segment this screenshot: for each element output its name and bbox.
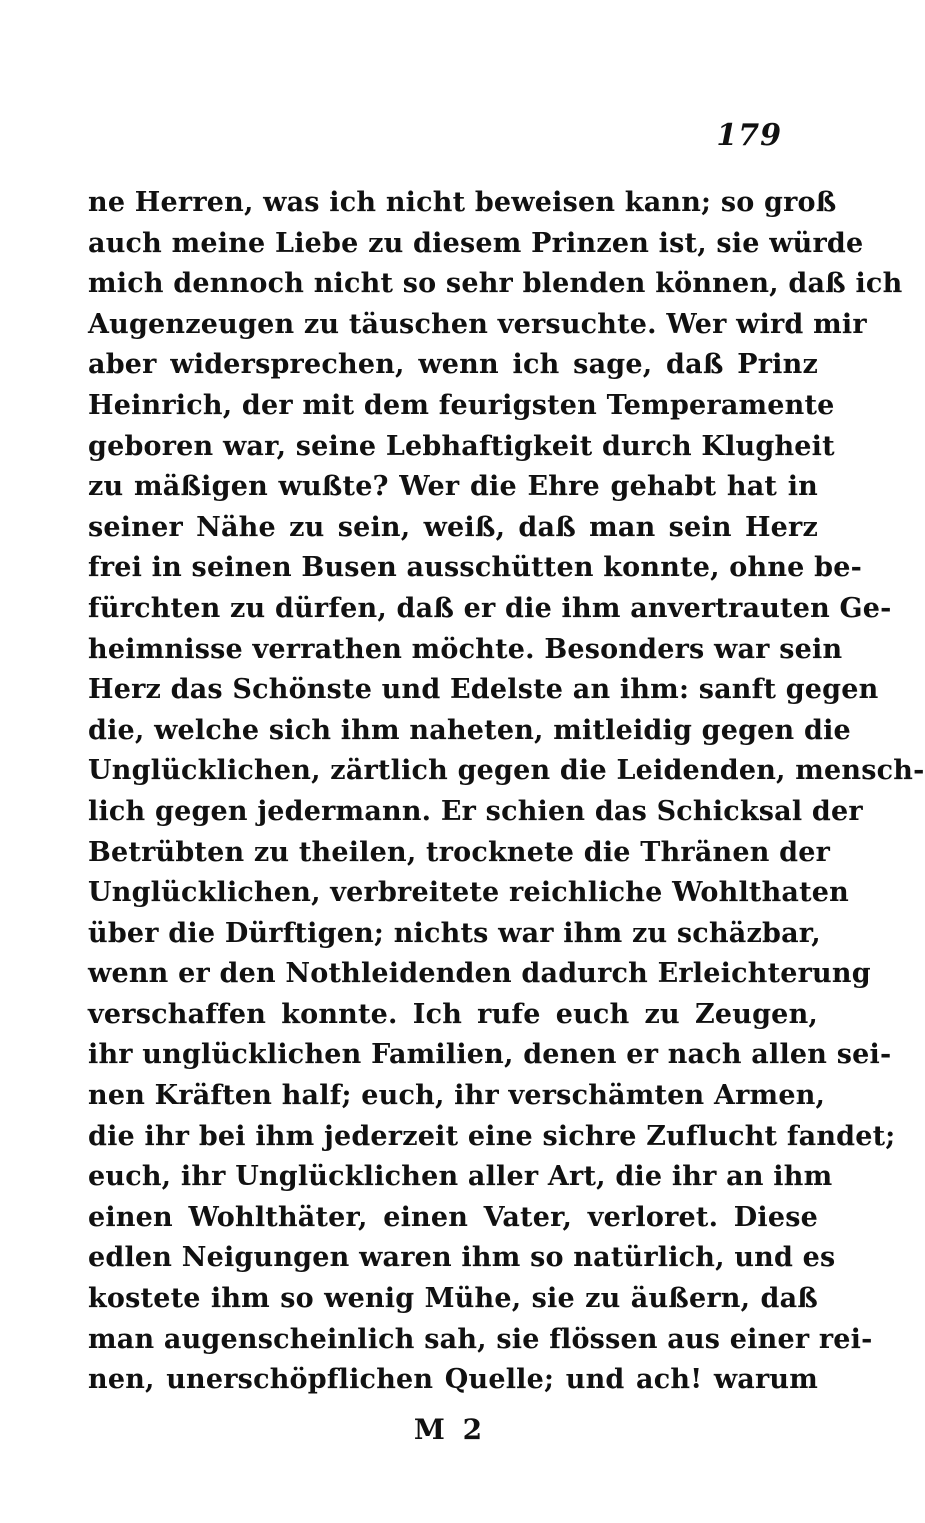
body-text bbox=[88, 183, 925, 1401]
text-line: ne Herren, was ich nicht beweisen kann; so groß bbox=[88, 187, 837, 218]
text-line: zu mäßigen wußte? Wer die Ehre gehabt hat in bbox=[88, 471, 818, 503]
text-line: die, welche sich ihm naheten, mitleidig gegen die bbox=[88, 714, 851, 746]
text-line: Heinrich, der mit dem feurigsten Temperamente bbox=[88, 389, 835, 421]
text-line: mich dennoch nicht so sehr blenden können, daß ich bbox=[88, 268, 903, 300]
text-line: nen Kräften half; euch, ihr verschämten Armen, bbox=[88, 1080, 826, 1112]
text-line: über die Dürftigen; nichts war ihm zu schäzbar, bbox=[88, 917, 821, 949]
text-line: verschaffen konnte. Ich rufe euch zu Zeugen, bbox=[88, 998, 818, 1030]
text-line: Herz das Schönste und Edelste an ihm: sanft gegen bbox=[88, 674, 879, 706]
text-line: nen, unerschöpflichen Quelle; und ach! warum bbox=[88, 1364, 818, 1396]
text-line: einen Wohlthäter, einen Vater, verloret. Diese bbox=[88, 1201, 818, 1233]
text-line: geboren war, seine Lebhaftigkeit durch Klugheit bbox=[88, 430, 835, 462]
text-line: man augenscheinlich sah, sie flössen aus einer rei- bbox=[88, 1323, 873, 1355]
text-line: heimnisse verrathen möchte. Besonders war sein bbox=[88, 633, 843, 665]
text-line: auch meine Liebe zu diesem Prinzen ist, sie würde bbox=[88, 227, 864, 259]
text-line: Unglücklichen, zärtlich gegen die Leidenden, mensch- bbox=[88, 755, 925, 787]
text-line: seiner Nähe zu sein, weiß, daß man sein Herz bbox=[88, 511, 818, 543]
text-line: die ihr bei ihm jederzeit eine sichre Zuflucht fandet; bbox=[88, 1120, 896, 1152]
text-line: Augenzeugen zu täuschen versuchte. Wer wird mir bbox=[88, 308, 867, 340]
text-line: aber widersprechen, wenn ich sage, daß Prinz bbox=[88, 349, 818, 381]
text-line: frei in seinen Busen ausschütten konnte, ohne be- bbox=[88, 552, 863, 584]
text-line: Betrübten zu theilen, trocknete die Thränen der bbox=[88, 836, 831, 868]
page-number: 179 bbox=[716, 118, 782, 153]
text-line: Unglücklichen, verbreitete reichliche Wohlthaten bbox=[88, 877, 849, 909]
text-line: edlen Neigungen waren ihm so natürlich, und es bbox=[88, 1242, 836, 1274]
text-line: ihr unglücklichen Familien, denen er nach allen sei- bbox=[88, 1039, 892, 1071]
text-line: lich gegen jedermann. Er schien das Schicksal der bbox=[88, 795, 863, 827]
text-line: wenn er den Nothleidenden dadurch Erleichterung bbox=[88, 958, 871, 990]
text-line: fürchten zu dürfen, daß er die ihm anvertrauten Ge- bbox=[88, 592, 892, 624]
text-line: kostete ihm so wenig Mühe, sie zu äußern, daß bbox=[88, 1283, 818, 1315]
printer-signature-mark: M 2 bbox=[413, 1413, 487, 1446]
text-line: euch, ihr Unglücklichen aller Art, die ihr an ihm bbox=[88, 1161, 833, 1193]
